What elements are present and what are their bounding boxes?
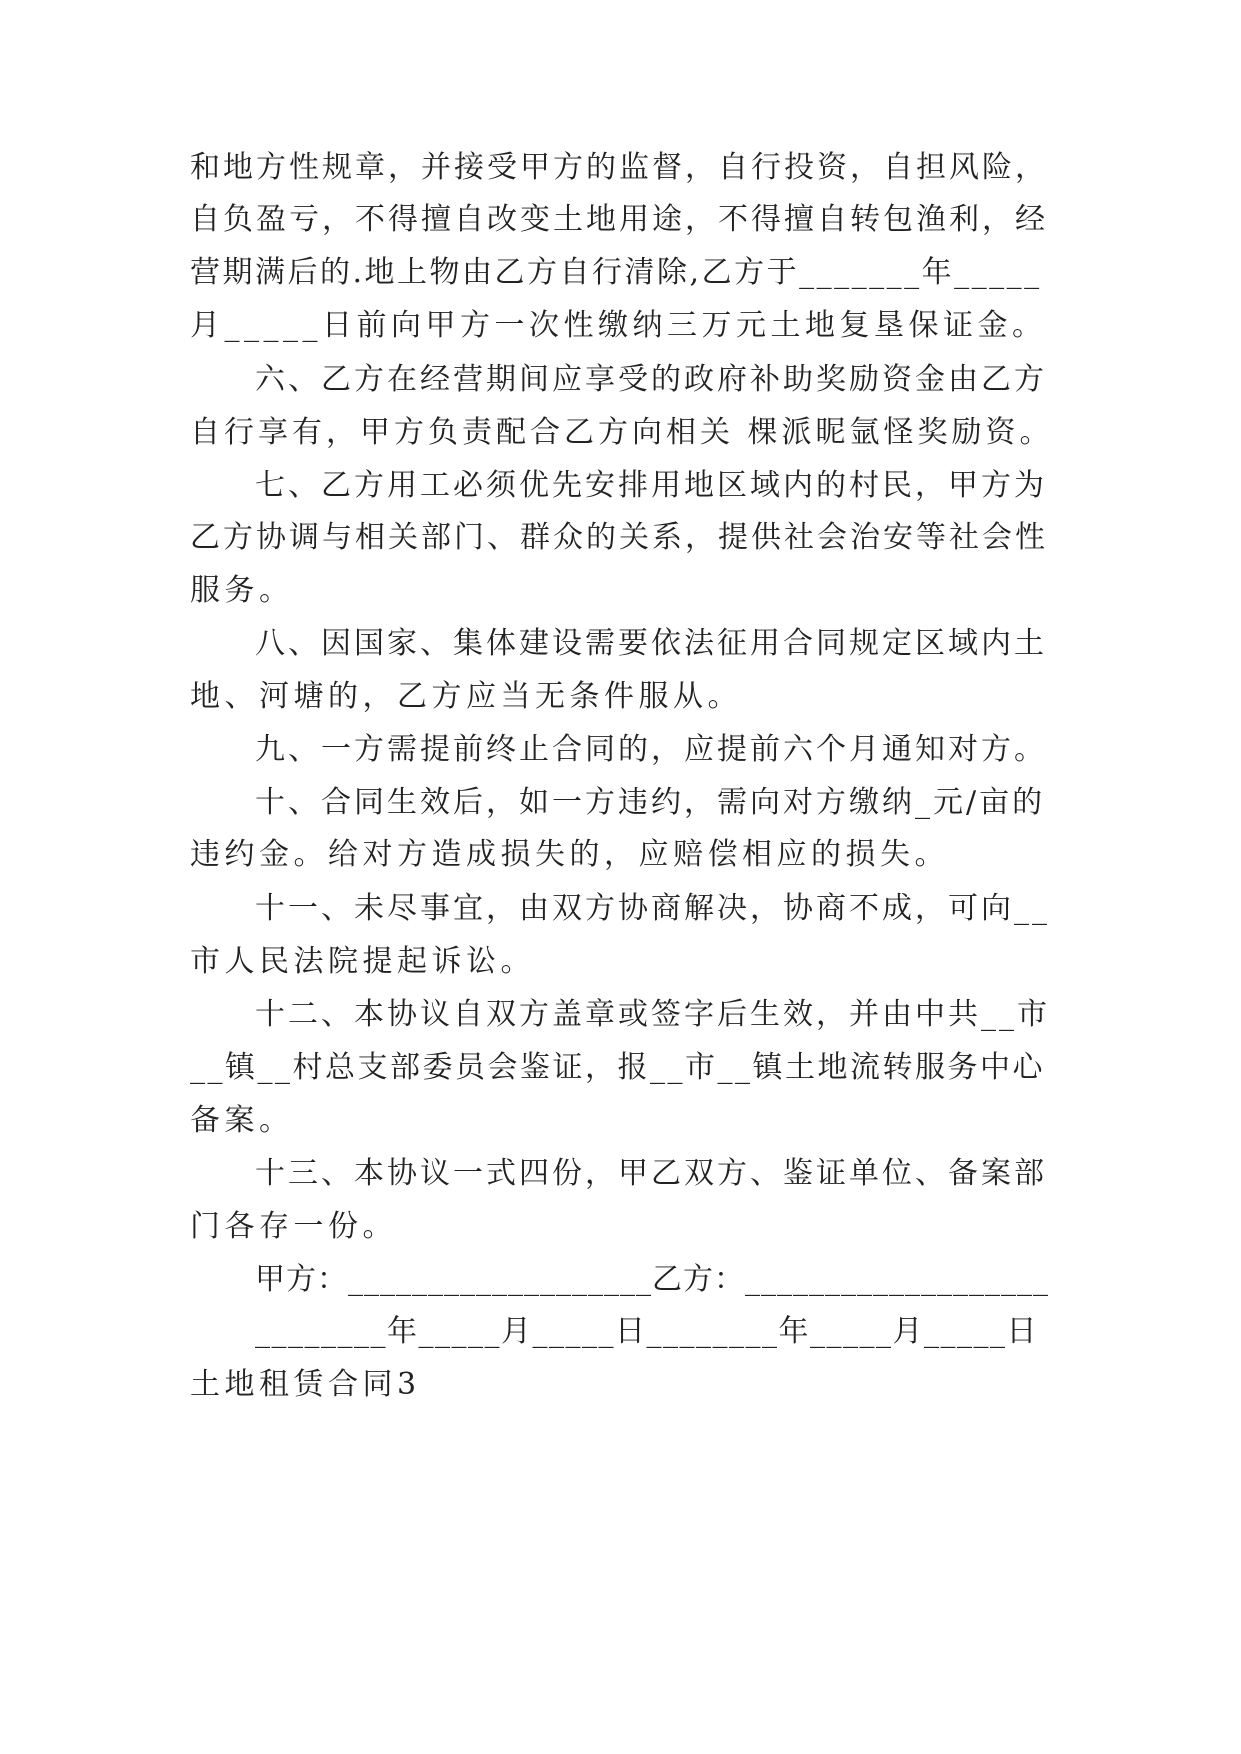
- text-line: 门各存一份。: [190, 1209, 397, 1244]
- text-line: 地、河塘的，乙方应当无条件服从。: [190, 679, 742, 714]
- text-line: __镇__村总支部委员会鉴证，报__市__镇土地流转服务中心: [190, 1050, 1045, 1085]
- text-line: 自行享有，甲方负责配合乙方向相关 棵派昵氩怪奖励资。: [190, 415, 1054, 450]
- paragraph-ten: 十、合同生效后，如一方违约，需向对方缴纳_元/亩的: [255, 785, 1046, 820]
- section-heading: 土地租赁合同3: [190, 1367, 421, 1402]
- text-line: 乙方协调与相关部门、群众的关系，提供社会治安等社会性: [190, 520, 1048, 555]
- paragraph-thirteen: 十三、本协议一式四份，甲乙双方、鉴证单位、备案部: [255, 1156, 1047, 1191]
- signature-date-line: ________年_____月_____日________年_____月_____日: [255, 1314, 1038, 1349]
- paragraph-six: 六、乙方在经营期间应享受的政府补助奖励资金由乙方: [255, 362, 1047, 397]
- text-line: 和地方性规章，并接受甲方的监督，自行投资，自担风险，: [190, 150, 1048, 185]
- text-line: 备案。: [190, 1103, 294, 1138]
- text-line: 违约金。给对方造成损失的，应赔偿相应的损失。: [190, 837, 949, 872]
- paragraph-twelve: 十二、本协议自双方盖章或签字后生效，并由中共__市: [255, 997, 1050, 1032]
- text-line: 市人民法院提起诉讼。: [190, 944, 535, 979]
- paragraph-seven: 七、乙方用工必须优先安排用地区域内的村民，甲方为: [255, 468, 1047, 503]
- text-line: 自负盈亏，不得擅自改变土地用途，不得擅自转包渔利，经: [190, 202, 1048, 237]
- signature-parties-line: 甲方：___________________乙方：___________________: [255, 1262, 1049, 1297]
- text-line: 营期满后的.地上物由乙方自行清除,乙方于_______年_____: [190, 255, 1042, 290]
- paragraph-eight: 八、因国家、集体建设需要依法征用合同规定区域内土: [255, 626, 1047, 661]
- paragraph-eleven: 十一、未尽事宜，由双方协商解决，协商不成，可向__: [255, 891, 1050, 926]
- text-line: 服务。: [190, 573, 294, 608]
- text-line: 月_____日前向甲方一次性缴纳三万元土地复垦保证金。: [190, 308, 1047, 343]
- paragraph-nine: 九、一方需提前终止合同的，应提前六个月通知对方。: [255, 732, 1047, 767]
